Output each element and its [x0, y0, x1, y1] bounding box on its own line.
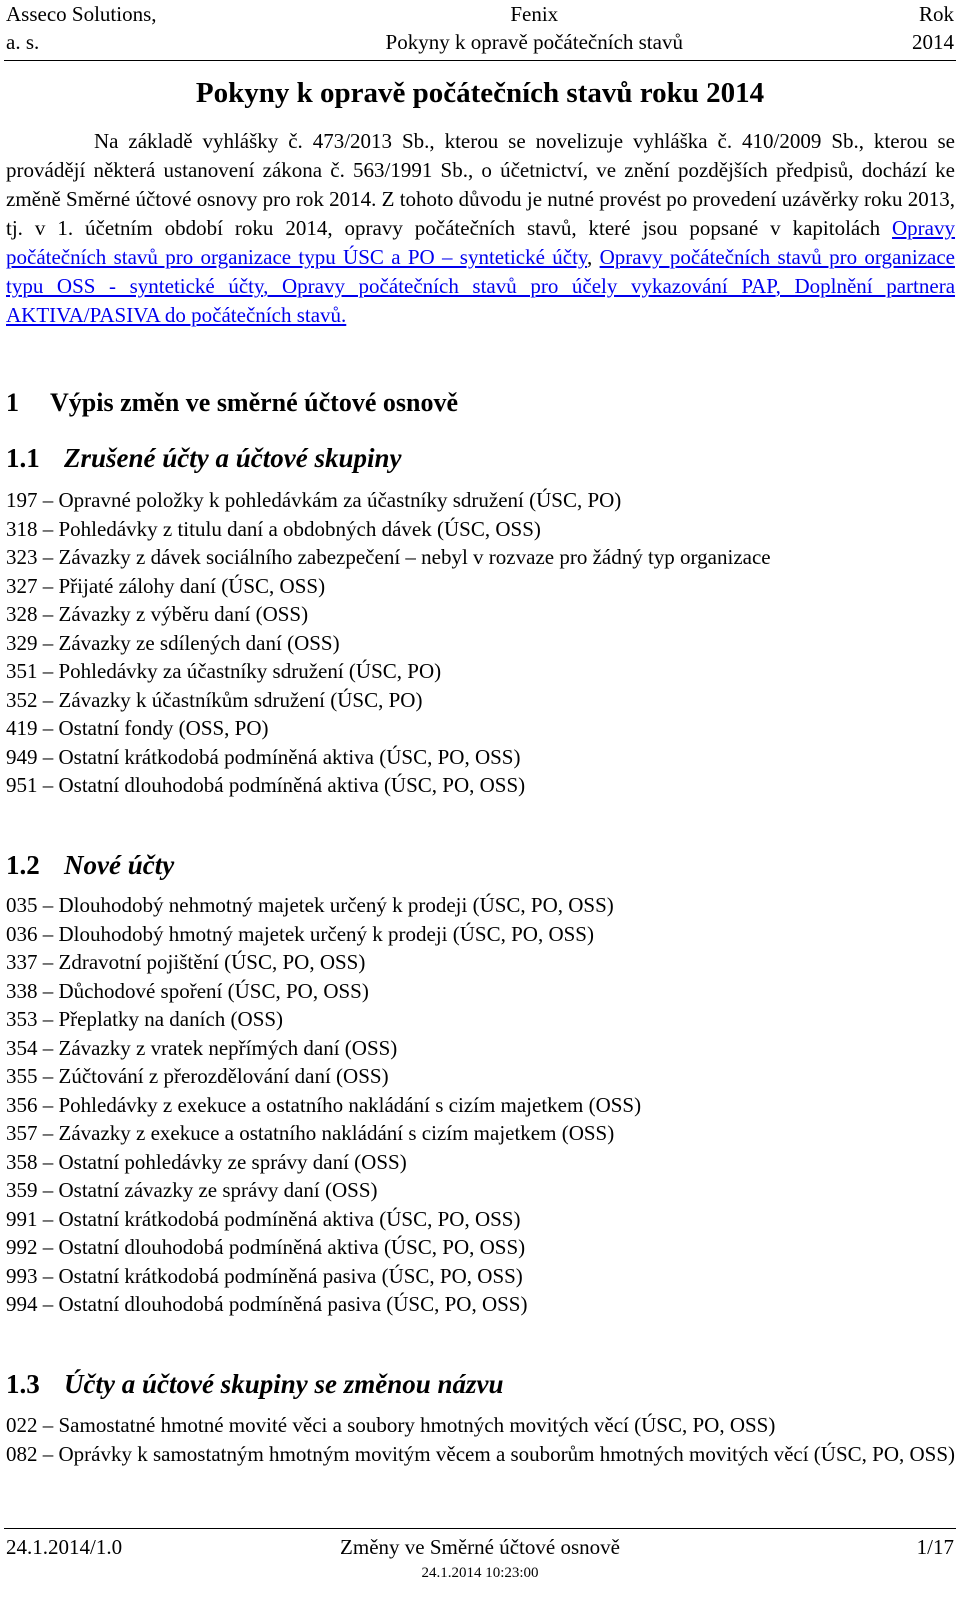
account-item: 338 – Důchodové spoření (ÚSC, PO, OSS) — [6, 978, 369, 1003]
subsection-title: Nové účty — [64, 850, 175, 880]
account-item: 994 – Ostatní dlouhodobá podmíněná pasiva (ÚSC, PO, OSS) — [6, 1292, 528, 1316]
header-year — [912, 0, 954, 60]
account-item: 022 – Samostatné hmotné movité věci a soubory hmotných movitých věcí (ÚSC, PO, OSS) — [6, 1413, 776, 1437]
subsection-title: Účty a účtové skupiny se změnou názvu — [64, 1369, 504, 1399]
page-footer — [6, 1533, 954, 1561]
account-item: 354 – Závazky z vratek nepřímých daní (OSS) — [6, 1035, 398, 1060]
link-opravy-oss[interactable]: Opravy počátečních stavů pro organizace typu OSS - syntetické účty — [6, 245, 955, 298]
link-doplneni-partnera[interactable]: Doplnění partnera AKTIVA/PASIVA do počátečních stavů — [6, 274, 956, 327]
subsection-title: Zrušené účty a účtové skupiny — [64, 443, 402, 473]
account-item: 992 – Ostatní dlouhodobá podmíněná aktiva (ÚSC, PO, OSS) — [6, 1235, 526, 1259]
header-year-label: Rok — [918, 2, 954, 26]
new-accounts-list — [6, 891, 955, 1319]
intro-paragraph — [6, 127, 955, 330]
account-item: 357 – Závazky z exekuce a ostatního nakládání s cizím majetkem (OSS) — [6, 1121, 615, 1145]
subsection-number: 1.2 — [6, 850, 40, 880]
link-opravy-pap[interactable]: Opravy počátečních stavů pro účely vykazování PAP — [281, 274, 776, 298]
account-item: 318 – Pohledávky z titulu daní a obdobných dávek (ÚSC, OSS) — [6, 516, 541, 541]
account-item: 082 – Oprávky k samostatným hmotným movitým věcem a souborům hmotných movitých věcí (ÚSC, PO, OSS) — [6, 1441, 956, 1466]
intro-separator: , — [775, 274, 795, 298]
account-item: 356 – Pohledávky z exekuce a ostatního nakládání s cizím majetkem (OSS) — [6, 1092, 642, 1117]
account-item: 358 – Ostatní pohledávky ze správy daní (OSS) — [6, 1149, 407, 1174]
footer-page-number: 1/17 — [916, 1535, 954, 1559]
account-item: 352 – Závazky k účastníkům sdružení (ÚSC, PO) — [6, 687, 423, 712]
header-company — [6, 0, 157, 60]
cancelled-accounts-list — [6, 486, 955, 800]
renamed-accounts-list — [6, 1411, 955, 1468]
intro-period: . — [341, 303, 347, 327]
account-item: 359 – Ostatní závazky ze správy daní (OSS) — [6, 1178, 378, 1202]
account-item: 351 – Pohledávky za účastníky sdružení (ÚSC, PO) — [6, 659, 442, 683]
account-item: 993 – Ostatní krátkodobá podmíněná pasiva (ÚSC, PO, OSS) — [6, 1263, 523, 1288]
account-item: 419 – Ostatní fondy (OSS, PO) — [6, 716, 269, 740]
account-item: 951 – Ostatní dlouhodobá podmíněná aktiva (ÚSC, PO, OSS) — [6, 773, 526, 797]
account-item: 991 – Ostatní krátkodobá podmíněná aktiva (ÚSC, PO, OSS) — [6, 1206, 521, 1231]
header-company-line2: a. s. — [6, 30, 40, 54]
intro-text: Na základě vyhlášky č. 473/2013 Sb., kterou se novelizuje vyhláška č. 410/2009 Sb., kterou se provádějí některá ustanovení zákona č. 563/1991 Sb., o účetnictví, ve znění pozdějších předpisů, dochází ke změně Směrné účtové osnovy pro rok 2014. Z tohoto důvodu je nutné provést po provedení uzávěrky roku 2013, tj. v 1. účetním období roku 2014, opravy počátečních stavů, které jsou popsané v kapitolách — [6, 129, 955, 240]
section-title: Výpis změn ve směrné účtové osnově — [50, 388, 458, 417]
header-product: Fenix — [510, 2, 559, 26]
account-item: 197 – Opravné položky k pohledávkám za účastníky sdružení (ÚSC, PO) — [6, 488, 622, 512]
footer-doc-title: Změny ve Směrné účtové osnově — [340, 1535, 620, 1559]
footer-version: 24.1.2014/1.0 — [6, 1535, 123, 1559]
header-company-line1: Asseco Solutions, — [6, 2, 157, 26]
header-year-value: 2014 — [912, 30, 954, 54]
section-number: 1 — [6, 388, 19, 417]
account-item: 035 – Dlouhodobý nehmotný majetek určený k prodeji (ÚSC, PO, OSS) — [6, 893, 614, 917]
section-1-2-heading — [6, 848, 174, 882]
account-item: 323 – Závazky z dávek sociálního zabezpečení – nebyl v rozvaze pro žádný typ organizace — [6, 545, 771, 569]
account-item: 353 – Přeplatky na daních (OSS) — [6, 1007, 284, 1031]
account-item: 328 – Závazky z výběru daní (OSS) — [6, 602, 309, 626]
section-1-3-heading — [6, 1367, 504, 1401]
intro-separator: , — [263, 274, 282, 298]
header-document — [386, 0, 683, 60]
footer-divider — [4, 1528, 956, 1529]
footer-datetime: 24.1.2014 10:23:00 — [421, 1565, 539, 1581]
account-item: 337 – Zdravotní pojištění (ÚSC, PO, OSS) — [6, 950, 366, 974]
subsection-number: 1.3 — [6, 1369, 40, 1399]
section-1-heading — [6, 386, 458, 420]
account-item: 329 – Závazky ze sdílených daní (OSS) — [6, 630, 340, 655]
link-opravy-usc-po[interactable]: Opravy počátečních stavů pro organizace typu ÚSC a PO – syntetické účty — [6, 216, 955, 269]
account-item: 949 – Ostatní krátkodobá podmíněná aktiva (ÚSC, PO, OSS) — [6, 744, 521, 769]
subsection-number: 1.1 — [6, 443, 40, 473]
header-doc-name: Pokyny k opravě počátečních stavů — [385, 30, 683, 54]
account-item: 036 – Dlouhodobý hmotný majetek určený k prodeji (ÚSC, PO, OSS) — [6, 921, 594, 946]
document-title: Pokyny k opravě počátečních stavů roku 2014 — [195, 77, 765, 109]
section-1-1-heading — [6, 441, 402, 475]
page-header — [6, 0, 954, 60]
header-divider — [4, 60, 956, 61]
account-item: 327 – Přijaté zálohy daní (ÚSC, OSS) — [6, 573, 326, 598]
account-item: 355 – Zúčtování z přerozdělování daní (OSS) — [6, 1064, 389, 1088]
intro-separator: , — [587, 245, 600, 269]
